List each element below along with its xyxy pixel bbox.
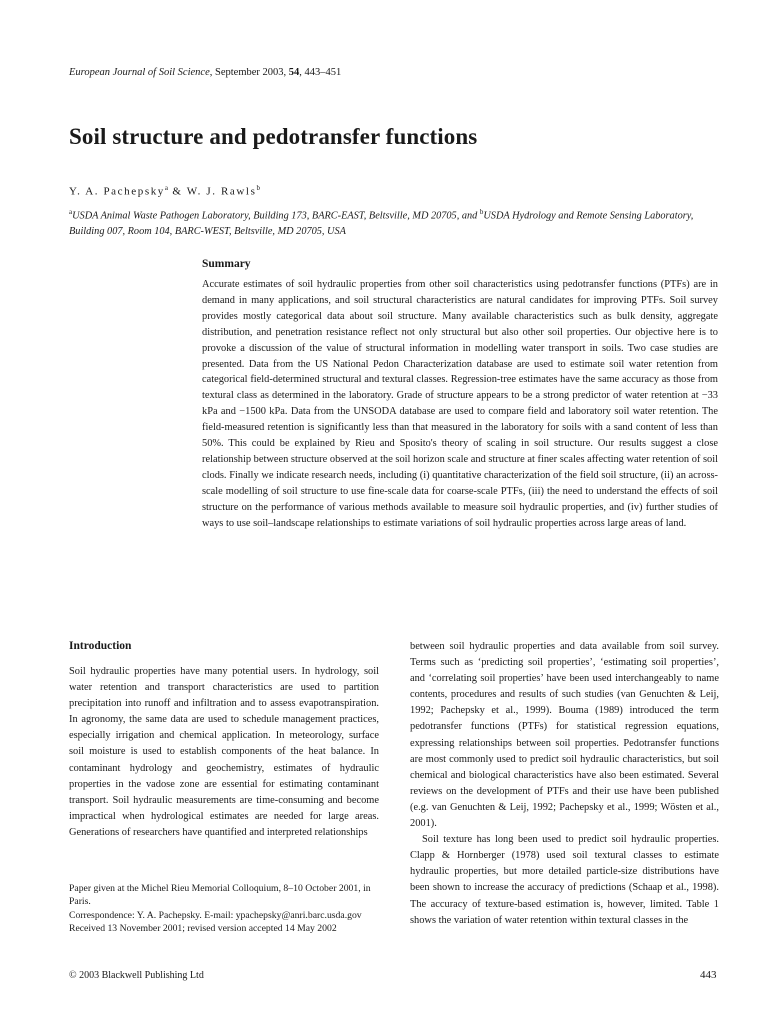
affil-b-mark: b [479,208,484,216]
article-title: Soil structure and pedotransfer functions [69,124,478,149]
affil-a-mark: a [69,208,73,216]
affil-a: USDA Animal Waste Pathogen Laboratory, Building 173, BARC-EAST, Beltsville, MD 20705, and [72,210,480,222]
footnotes [69,882,379,936]
author-2: W. J. Rawls [186,185,257,198]
left-column [69,640,379,841]
footnote-received: Received 13 November 2001; revised version accepted 14 May 2002 [69,923,337,935]
intro-paragraph-right-2: Soil texture has long been used to predict soil hydraulic properties. Clapp & Hornberger (1978) used soil textural classes to estimate hydraulic properties, but more detailed particle-size distributions have been shown to increase the accuracy of predictions (Schaap et al., 1998). The accuracy of texture-based estimation is, however, limited. Table 1 shows the variation of water retention within textural classes in the [410,834,719,926]
intro-paragraph-left: Soil hydraulic properties have many potential users. In hydrology, soil water retention and transport characteristics are used to partition precipitation into runoff and infiltration and to assess evapotranspiration. In agronomy, the same data are used to schedule management practices, especially irrigation and chemical application. In meteorology, surface soil moisture is used to establish components of the heat balance. In contaminant hydrology and geochemistry, estimates of hydraulic properties in the vadose zone are essential for estimating contaminant transport. Soil hydraulic measurements are time-consuming and become impractical when hydrological estimates are needed for large areas. Generations of researchers have quantified and interpreted relationships [69,666,379,838]
journal-pages: , 443–451 [299,67,342,78]
author-1: Y. A. Pachepsky [69,185,165,198]
journal-volume: 54 [288,67,300,78]
page-number: 443 [700,969,717,981]
author-separator: & [168,185,187,198]
affil-b: USDA Hydrology and Remote Sensing Laboratory, Building 007, Room 104, BARC-WEST, Beltsville, MD 20705, USA [69,210,694,238]
author-2-mark: b [256,184,260,192]
author-1-mark: a [164,184,169,192]
summary-heading: Summary [202,258,251,270]
footnote-given: Paper given at the Michel Rieu Memorial Colloquium, 8–10 October 2001, in Paris. [69,883,371,908]
authors [69,184,260,198]
journal-name: European Journal of Soil Science [69,67,210,78]
summary-text: Accurate estimates of soil hydraulic properties from other soil characteristics using pedotransfer functions (PTFs) are in demand in many applications, and soil structural characteristics are natural candidates for improving PTFs. Soil survey provides mostly categorical data about soil structure. Many available characteristics such as bulk density, aggregate distribution, and penetration resistance reflect not only structural but also other soil properties. Our objective here is to provoke a discussion of the value of structural information in modelling water transport in soils. Two case studies are presented. Data from the US National Pedon Characterization database are used to estimate soil water retention from categorical field-determined structural and textural classes. Regression-tree estimates have the same accuracy as those from textural class as determined in the laboratory. Grade of structure appears to be a strong predictor of water retention at −33 kPa and −1500 kPa. Data from the UNSODA database are used to compare field and laboratory soil water retention. The field-measured retention is significantly less than that measured in the laboratory for soils with a sand content of less than 50%. This could be explained by Rieu and Sposito's theory of scaling in soil structure. Our results suggest a close relationship between structure observed at the soil horizon scale and structure at finer scales affecting water retention of soil clods. Finally we indicate research needs, including (i) quantitative characterization of the field soil structure, (ii) an across-scale modelling of soil structure to use fine-scale data for coarse-scale PTFs, (iii) the need to understand the effects of soil structure on the performance of various methods available to measure soil hydraulic properties, and (iv) further studies of ways to use soil–landscape relationships to estimate variations of soil hydraulic properties across large areas of land. [202,279,718,529]
copyright-notice: © 2003 Blackwell Publishing Ltd [69,970,204,981]
affiliations [69,204,721,240]
introduction-heading: Introduction [69,640,132,652]
journal-header [69,67,341,78]
footnote-correspondence: Correspondence: Y. A. Pachepsky. E-mail: ypachepsky@anri.barc.usda.gov [69,909,362,921]
right-column [410,639,719,929]
journal-issue: , September 2003, [209,67,289,78]
intro-paragraph-right-1: between soil hydraulic properties and data available from soil survey. Terms such as ‘predicting soil properties’, ‘estimating soil properties’, and ‘correlating soil properties’ have been used interchangeably to name contents, procedures and results of such studies (van Genuchten & Leij, 1992; Pachepsky et al., 1999). Bouma (1989) introduced the term pedotransfer functions (PTFs) for statistical regression equations, expressing relationships between soil properties. Pedotransfer functions are most commonly used to predict soil hydraulic characteristics, but soil chemical and biological characteristics have also been estimated. Several reviews on the development of PTFs and their use have been published (e.g. van Genuchten & Leij, 1992; Pachepsky et al., 1999; Wösten et al., 2001). [410,641,719,830]
